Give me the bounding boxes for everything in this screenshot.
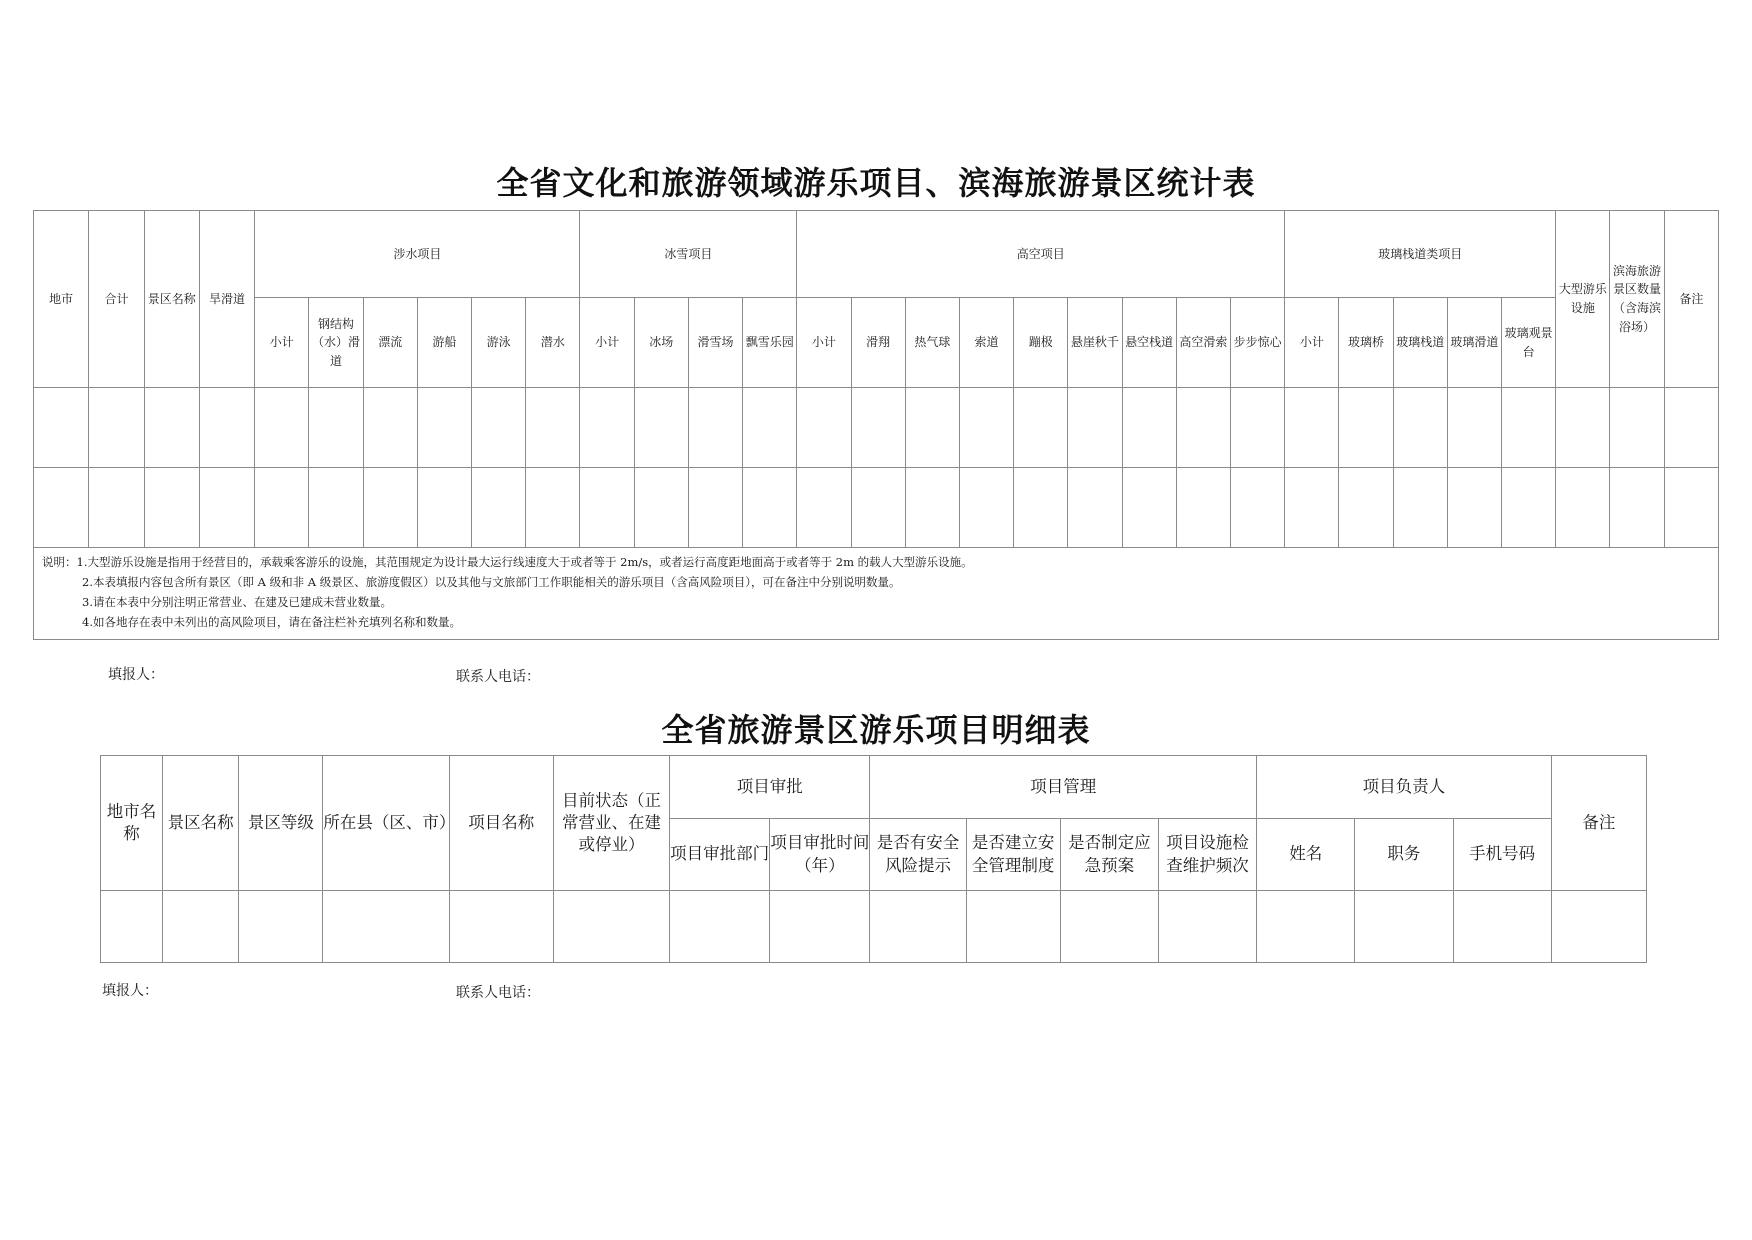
cell[interactable] [797, 468, 851, 548]
cell[interactable] [905, 388, 959, 468]
cell[interactable] [89, 388, 144, 468]
stat-header-sub-row [34, 298, 1719, 388]
col-header-scenic-name: 景区名称 [144, 211, 199, 388]
cell[interactable] [1664, 468, 1718, 548]
cell[interactable] [1230, 388, 1284, 468]
cell[interactable] [526, 388, 580, 468]
notes-cell [34, 548, 1719, 640]
col-header-scenic-level: 景区等级 [239, 756, 323, 891]
col-header-emergency-plan: 是否制定应急预案 [1060, 819, 1158, 891]
col-header-coastal-count: 滨海旅游景区数量（含海滨浴场） [1610, 211, 1664, 388]
col-header-safety-system: 是否建立安全管理制度 [966, 819, 1060, 891]
col-header-boat: 游船 [417, 298, 471, 388]
filler-label: 填报人： [102, 983, 158, 999]
cell[interactable] [1556, 388, 1610, 468]
cell[interactable] [199, 468, 254, 548]
col-header-high-subtotal: 小计 [797, 298, 851, 388]
cell[interactable] [634, 388, 688, 468]
cell[interactable] [1502, 388, 1556, 468]
col-header-remarks: 备注 [1664, 211, 1718, 388]
cell[interactable] [1453, 891, 1551, 963]
cell[interactable] [1556, 468, 1610, 548]
group-header-glass: 玻璃栈道类项目 [1285, 211, 1556, 298]
cell[interactable] [1664, 388, 1718, 468]
cell[interactable] [1447, 468, 1501, 548]
cell[interactable] [163, 891, 239, 963]
cell[interactable] [417, 468, 471, 548]
cell[interactable] [851, 468, 905, 548]
cell[interactable] [323, 891, 449, 963]
cell[interactable] [966, 891, 1060, 963]
filler-label: 填报人： [108, 667, 164, 683]
group-header-responsible-person: 项目负责人 [1257, 756, 1552, 819]
col-header-person-name: 姓名 [1257, 819, 1355, 891]
cell[interactable] [688, 388, 742, 468]
cell[interactable] [770, 891, 870, 963]
col-header-city: 地市 [34, 211, 89, 388]
col-header-total: 合计 [89, 211, 144, 388]
col-header-large-rides: 大型游乐设施 [1556, 211, 1610, 388]
note-2: 2.本表填报内容包含所有景区（即 A 级和非 A 级景区、旅游度假区）以及其他与文旅部门工作职能相关的游乐项目（含高风险项目），可在备注中分别说明数量。 [82, 575, 901, 590]
col-header-hot-air-balloon: 热气球 [905, 298, 959, 388]
cell[interactable] [1014, 468, 1068, 548]
col-header-person-title: 职务 [1355, 819, 1453, 891]
col-header-approval-dept: 项目审批部门 [670, 819, 770, 891]
cell[interactable] [34, 468, 89, 548]
col-header-thrill-walk: 步步惊心 [1230, 298, 1284, 388]
stat-notes-row [34, 548, 1719, 640]
col-header-diving: 潜水 [526, 298, 580, 388]
col-header-county: 所在县（区、市） [323, 756, 449, 891]
col-header-glass-walkway: 玻璃栈道 [1393, 298, 1447, 388]
col-header-glass-platform: 玻璃观景台 [1502, 298, 1556, 388]
cell[interactable] [526, 468, 580, 548]
col-header-ski-field: 滑雪场 [688, 298, 742, 388]
cell[interactable] [1610, 468, 1664, 548]
col-header-glass-slide: 玻璃滑道 [1447, 298, 1501, 388]
cell[interactable] [1068, 468, 1122, 548]
cell[interactable] [199, 388, 254, 468]
stat-header-group-row [34, 211, 1719, 298]
cell[interactable] [1176, 468, 1230, 548]
col-header-approval-year: 项目审批时间（年） [770, 819, 870, 891]
col-header-glass-bridge: 玻璃桥 [1339, 298, 1393, 388]
cell[interactable] [1285, 388, 1339, 468]
cell[interactable] [144, 468, 199, 548]
cell[interactable] [670, 891, 770, 963]
cell[interactable] [449, 891, 553, 963]
col-header-cableway: 索道 [959, 298, 1013, 388]
col-header-rafting: 漂流 [363, 298, 417, 388]
note-3: 3.请在本表中分别注明正常营业、在建及已建成未营业数量。 [82, 595, 392, 610]
cell[interactable] [553, 891, 669, 963]
col-header-zipline: 高空滑索 [1176, 298, 1230, 388]
col-header-gliding: 滑翔 [851, 298, 905, 388]
col-header-scenic-name: 景区名称 [163, 756, 239, 891]
cell[interactable] [1393, 468, 1447, 548]
cell[interactable] [1502, 468, 1556, 548]
cell[interactable] [959, 388, 1013, 468]
group-header-water: 涉水项目 [255, 211, 580, 298]
col-header-ice-subtotal: 小计 [580, 298, 634, 388]
cell[interactable] [417, 388, 471, 468]
cell[interactable] [580, 468, 634, 548]
col-header-glass-subtotal: 小计 [1285, 298, 1339, 388]
note-4: 4.如各地存在表中未列出的高风险项目，请在备注栏补充填列名称和数量。 [82, 615, 461, 630]
cell[interactable] [634, 468, 688, 548]
cell[interactable] [363, 388, 417, 468]
cell[interactable] [959, 468, 1013, 548]
cell[interactable] [101, 891, 163, 963]
col-header-snow-park: 飘雪乐园 [743, 298, 797, 388]
stat-table-title: 全省文化和旅游领域游乐项目、滨海旅游景区统计表 [496, 164, 1256, 202]
cell[interactable] [905, 468, 959, 548]
cell[interactable] [1230, 468, 1284, 548]
col-header-suspended-walkway: 悬空栈道 [1122, 298, 1176, 388]
cell[interactable] [1122, 388, 1176, 468]
contact-phone-label: 联系人电话： [456, 985, 540, 1001]
cell[interactable] [34, 388, 89, 468]
cell[interactable] [89, 468, 144, 548]
cell[interactable] [144, 388, 199, 468]
col-header-city-name: 地市名称 [101, 756, 163, 891]
col-header-swimming: 游泳 [472, 298, 526, 388]
cell[interactable] [1014, 388, 1068, 468]
detail-table [100, 755, 1647, 963]
col-header-project-name: 项目名称 [449, 756, 553, 891]
cell[interactable] [1551, 891, 1646, 963]
cell[interactable] [797, 388, 851, 468]
cell[interactable] [851, 388, 905, 468]
col-header-dry-slide: 旱滑道 [199, 211, 254, 388]
cell[interactable] [309, 388, 363, 468]
col-header-water-subtotal: 小计 [255, 298, 309, 388]
cell[interactable] [743, 388, 797, 468]
cell[interactable] [1158, 891, 1256, 963]
cell[interactable] [1060, 891, 1158, 963]
cell[interactable] [255, 388, 309, 468]
cell[interactable] [1257, 891, 1355, 963]
detail-data-row-1 [101, 891, 1647, 963]
cell[interactable] [1393, 388, 1447, 468]
group-header-management: 项目管理 [870, 756, 1257, 819]
cell[interactable] [1355, 891, 1453, 963]
col-header-remarks: 备注 [1551, 756, 1646, 891]
col-header-steel-water-slide: 钢结构（水）滑道 [309, 298, 363, 388]
cell[interactable] [1122, 468, 1176, 548]
cell[interactable] [239, 891, 323, 963]
detail-table-title: 全省旅游景区游乐项目明细表 [661, 711, 1091, 749]
stat-data-row-2 [34, 468, 1719, 548]
group-header-ice-snow: 冰雪项目 [580, 211, 797, 298]
cell[interactable] [472, 468, 526, 548]
col-header-current-status: 目前状态（正常营业、在建或停业） [553, 756, 669, 891]
col-header-ice-rink: 冰场 [634, 298, 688, 388]
cell[interactable] [363, 468, 417, 548]
cell[interactable] [1339, 468, 1393, 548]
cell[interactable] [472, 388, 526, 468]
cell[interactable] [688, 468, 742, 548]
detail-header-group-row [101, 756, 1647, 819]
cell[interactable] [870, 891, 966, 963]
note-1: 说明：1.大型游乐设施是指用于经营目的，承载乘客游乐的设施，其范围规定为设计最大运行线速度大于或者等于 2m/s，或者运行高度距地面高于或者等于 2m 的载人大型游乐设施。 [42, 555, 973, 569]
col-header-cliff-swing: 悬崖秋千 [1068, 298, 1122, 388]
stat-data-row-1 [34, 388, 1719, 468]
cell[interactable] [743, 468, 797, 548]
cell[interactable] [1285, 468, 1339, 548]
cell[interactable] [1068, 388, 1122, 468]
col-header-mobile: 手机号码 [1453, 819, 1551, 891]
cell[interactable] [1610, 388, 1664, 468]
group-header-approval: 项目审批 [670, 756, 870, 819]
cell[interactable] [309, 468, 363, 548]
cell[interactable] [255, 468, 309, 548]
cell[interactable] [1447, 388, 1501, 468]
col-header-risk-warning: 是否有安全风险提示 [870, 819, 966, 891]
contact-phone-label: 联系人电话： [456, 669, 540, 685]
stat-table [33, 210, 1719, 640]
cell[interactable] [1176, 388, 1230, 468]
cell[interactable] [580, 388, 634, 468]
group-header-high-altitude: 高空项目 [797, 211, 1285, 298]
col-header-maintenance-frequency: 项目设施检查维护频次 [1158, 819, 1256, 891]
cell[interactable] [1339, 388, 1393, 468]
col-header-bungee: 蹦极 [1014, 298, 1068, 388]
